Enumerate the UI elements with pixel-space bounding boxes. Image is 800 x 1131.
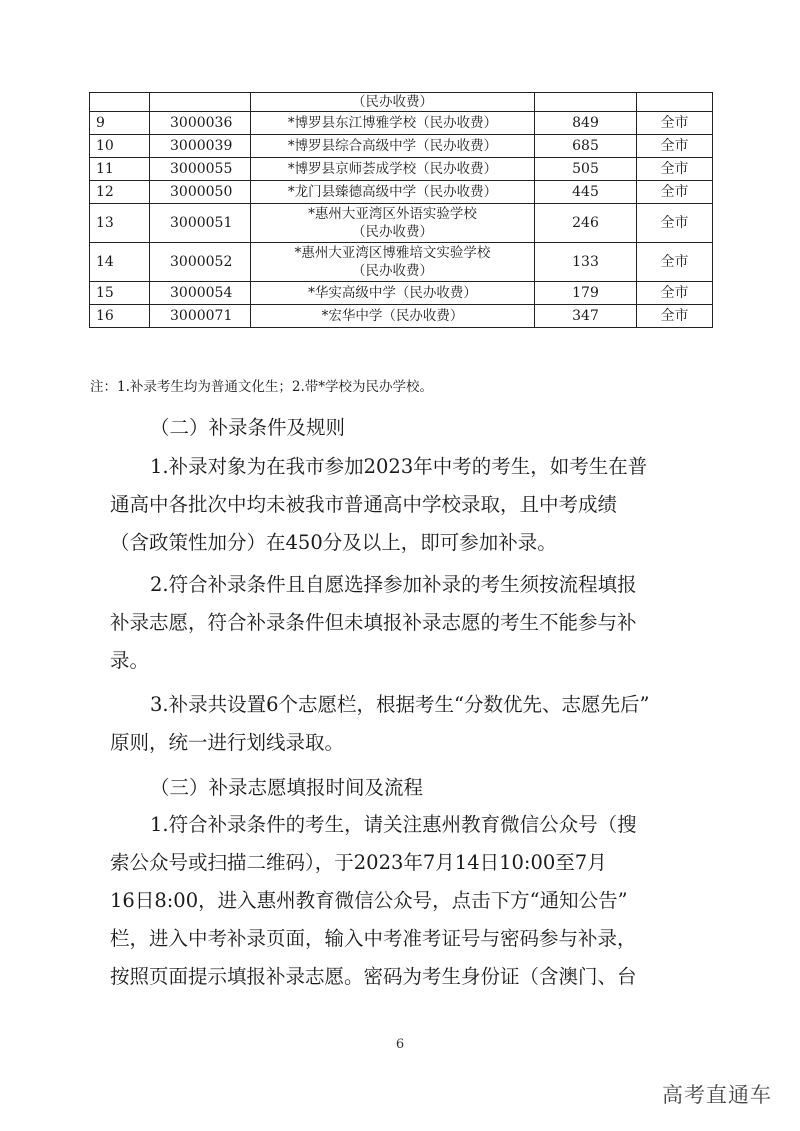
cell-school-code: 3000071 bbox=[150, 305, 251, 328]
table-row bbox=[90, 243, 713, 282]
section-heading-conditions: （二）补录条件及规则 bbox=[150, 416, 346, 439]
school-name-line: *博罗县综合高级中学（民办收费） bbox=[287, 138, 498, 154]
cell-index: 14 bbox=[90, 243, 150, 282]
cell-school-code: 3000054 bbox=[150, 282, 251, 305]
page-number: 6 bbox=[395, 1037, 405, 1052]
cell-school-code: 3000051 bbox=[150, 204, 251, 243]
cell-plan-count: 133 bbox=[535, 243, 637, 282]
cell-school-code bbox=[150, 93, 251, 112]
cell-plan-count bbox=[535, 93, 637, 112]
cell-plan-count: 849 bbox=[535, 112, 637, 135]
table-row bbox=[90, 305, 713, 328]
table-row bbox=[90, 204, 713, 243]
para-line: 索公众号或扫描二维码），于2023年7月14日10:00至7月 bbox=[110, 851, 607, 874]
cell-enroll-range: 全市 bbox=[637, 181, 713, 204]
cell-index: 10 bbox=[90, 135, 150, 158]
cell-index: 16 bbox=[90, 305, 150, 328]
school-name-line: *博罗县东江博雅学校（民办收费） bbox=[287, 115, 498, 131]
para-line: 栏，进入中考补录页面，输入中考准考证号与密码参与补录， bbox=[110, 927, 637, 950]
cell-index: 13 bbox=[90, 204, 150, 243]
para-line: 录。 bbox=[110, 649, 150, 672]
table-row bbox=[90, 282, 713, 305]
paragraph-application bbox=[110, 566, 710, 680]
cell-index bbox=[90, 93, 150, 112]
watermark: 高考直通车 bbox=[662, 1083, 772, 1107]
cell-school-name bbox=[251, 112, 535, 135]
cell-school-name bbox=[251, 93, 535, 112]
table-row bbox=[90, 181, 713, 204]
table-row bbox=[90, 93, 713, 112]
cell-enroll-range: 全市 bbox=[637, 243, 713, 282]
para-line: 2.符合补录条件且自愿选择参加补录的考生须按流程填报 bbox=[150, 573, 637, 596]
admission-table bbox=[89, 92, 713, 328]
para-line: 补录志愿，符合补录条件但未填报补录志愿的考生不能参与补 bbox=[110, 611, 637, 634]
para-line: 1.符合补录条件的考生，请关注惠州教育微信公众号（搜 bbox=[150, 813, 637, 836]
cell-enroll-range bbox=[637, 93, 713, 112]
para-line: （含政策性加分）在450分及以上，即可参加补录。 bbox=[110, 531, 557, 554]
cell-school-code: 3000055 bbox=[150, 158, 251, 181]
cell-school-name bbox=[251, 243, 535, 282]
cell-enroll-range: 全市 bbox=[637, 282, 713, 305]
para-line: 按照页面提示填报补录志愿。密码为考生身份证（含澳门、台 bbox=[110, 965, 637, 988]
cell-plan-count: 246 bbox=[535, 204, 637, 243]
cell-school-name bbox=[251, 305, 535, 328]
table-row bbox=[90, 112, 713, 135]
para-line: 16日8:00，进入惠州教育微信公众号，点击下方“通知公告” bbox=[110, 889, 628, 912]
cell-enroll-range: 全市 bbox=[637, 112, 713, 135]
cell-index: 11 bbox=[90, 158, 150, 181]
paragraph-choices bbox=[110, 686, 710, 762]
cell-school-code: 3000039 bbox=[150, 135, 251, 158]
cell-school-name bbox=[251, 282, 535, 305]
para-line: 1.补录对象为在我市参加2023年中考的考生，如考生在普 bbox=[150, 455, 648, 478]
school-name-line: *华实高级中学（民办收费） bbox=[308, 285, 477, 301]
cell-school-name bbox=[251, 158, 535, 181]
cell-plan-count: 347 bbox=[535, 305, 637, 328]
cell-plan-count: 179 bbox=[535, 282, 637, 305]
school-name-line: *龙门县臻德高级中学（民办收费） bbox=[287, 184, 498, 200]
cell-plan-count: 445 bbox=[535, 181, 637, 204]
school-name-line: （民办收费） bbox=[352, 263, 433, 279]
para-line: 原则，统一进行划线录取。 bbox=[110, 731, 345, 754]
cell-enroll-range: 全市 bbox=[637, 158, 713, 181]
cell-enroll-range: 全市 bbox=[637, 305, 713, 328]
cell-plan-count: 685 bbox=[535, 135, 637, 158]
school-name-line: （民办收费） bbox=[352, 94, 433, 110]
school-name-line: *博罗县京师荟成学校（民办收费） bbox=[287, 161, 498, 177]
cell-school-name bbox=[251, 204, 535, 243]
school-name-line: *惠州大亚湾区外语实验学校 bbox=[308, 206, 477, 222]
cell-enroll-range: 全市 bbox=[637, 204, 713, 243]
cell-school-code: 3000050 bbox=[150, 181, 251, 204]
table-row bbox=[90, 135, 713, 158]
paragraph-eligibility bbox=[110, 448, 710, 562]
paragraph-procedure bbox=[110, 806, 710, 996]
cell-enroll-range: 全市 bbox=[637, 135, 713, 158]
school-name-line: （民办收费） bbox=[352, 224, 433, 240]
cell-index: 15 bbox=[90, 282, 150, 305]
section-heading-process: （三）补录志愿填报时间及流程 bbox=[150, 776, 424, 799]
cell-index: 12 bbox=[90, 181, 150, 204]
cell-school-code: 3000036 bbox=[150, 112, 251, 135]
table-note: 注：1.补录考生均为普通文化生；2.带*学校为民办学校。 bbox=[90, 379, 434, 395]
admission-table-container bbox=[89, 92, 712, 328]
school-name-line: *惠州大亚湾区博雅培文实验学校 bbox=[294, 245, 491, 261]
cell-school-name bbox=[251, 181, 535, 204]
cell-plan-count: 505 bbox=[535, 158, 637, 181]
para-line: 3.补录共设置6个志愿栏，根据考生“分数优先、志愿先后” bbox=[150, 693, 650, 716]
admission-table-body bbox=[90, 93, 713, 328]
cell-school-code: 3000052 bbox=[150, 243, 251, 282]
para-line: 通高中各批次中均未被我市普通高中学校录取，且中考成绩 bbox=[110, 493, 618, 516]
school-name-line: *宏华中学（民办收费） bbox=[321, 308, 464, 324]
cell-index: 9 bbox=[90, 112, 150, 135]
cell-school-name bbox=[251, 135, 535, 158]
table-row bbox=[90, 158, 713, 181]
